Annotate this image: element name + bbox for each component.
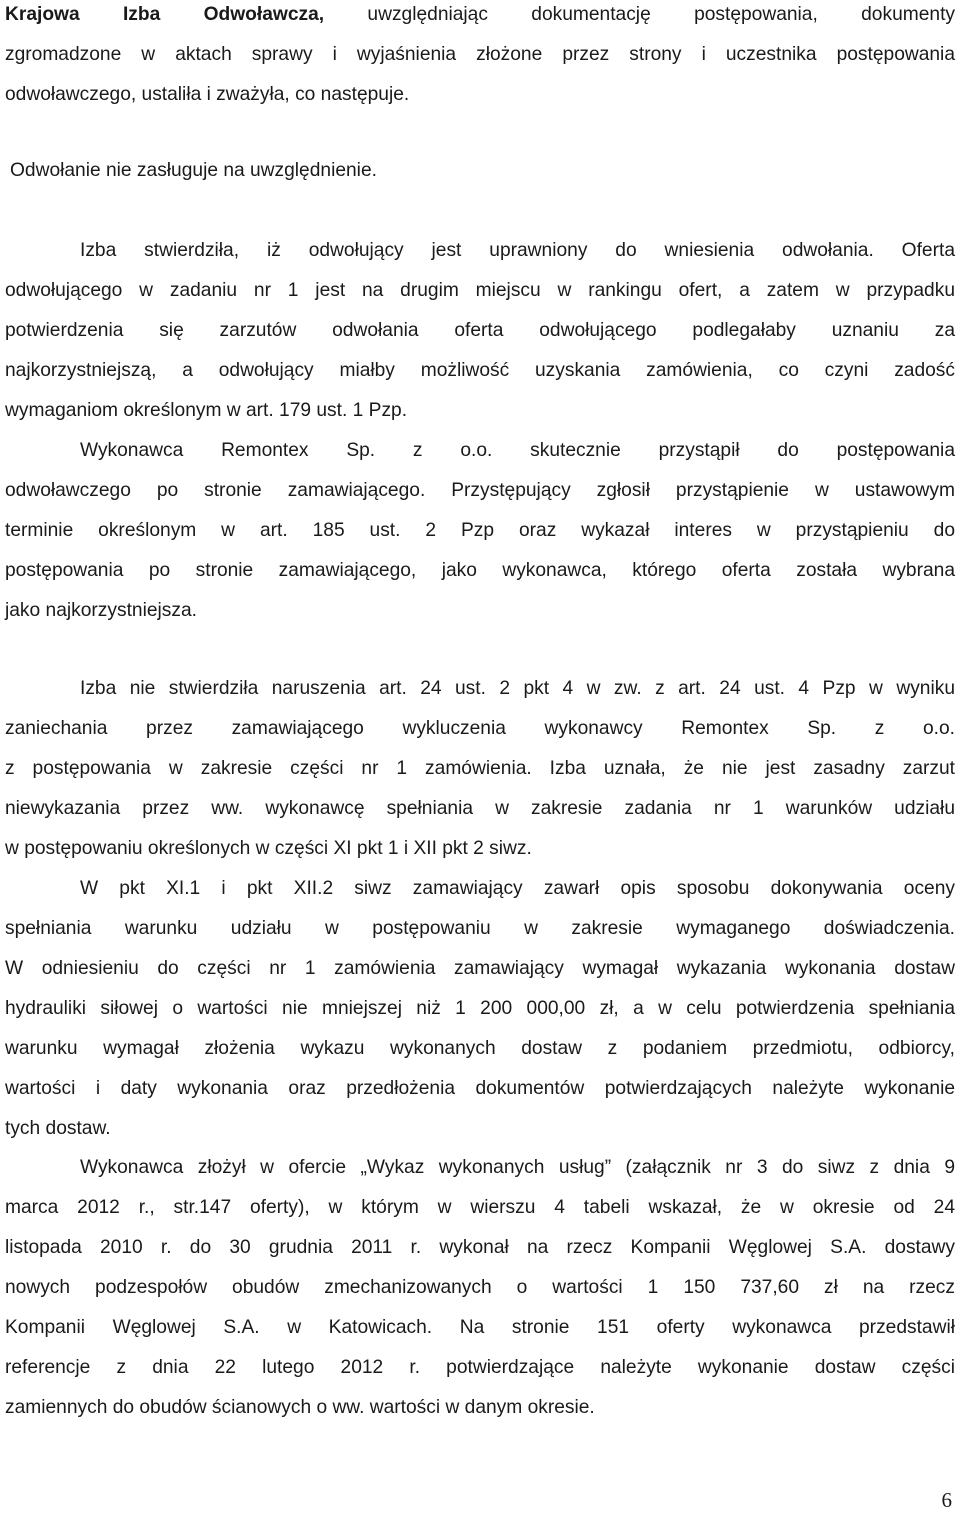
text-line: Wykonawca złożył w ofercie „Wykaz wykonanych usług” (załącznik nr 3 do siwz z dnia 9 <box>80 1157 955 1178</box>
text-line: zamiennych do obudów ścianowych o ww. wartości w danym okresie. <box>5 1397 595 1418</box>
text-line: odwoławczego po stronie zamawiającego. Przystępujący zgłosił przystąpienie w ustawowym <box>5 480 955 501</box>
text-line: zgromadzone w aktach sprawy i wyjaśnienia złożone przez strony i uczestnika postępowania <box>5 44 955 65</box>
text-line: Izba stwierdziła, iż odwołujący jest uprawniony do wniesienia odwołania. Oferta <box>80 240 955 261</box>
paragraph-verdict <box>5 158 955 198</box>
text-line: Kompanii Węglowej S.A. w Katowicach. Na stronie 151 oferty wykonawca przedstawił <box>5 1317 955 1338</box>
text-line: spełniania warunku udziału w postępowaniu w zakresie wymaganego doświadczenia. <box>5 918 955 939</box>
text-line: z postępowania w zakresie części nr 1 zamówienia. Izba uznała, że nie jest zasadny zarzut <box>5 758 955 779</box>
text-line: Odwołanie nie zasługuje na uwzględnienie. <box>10 160 377 181</box>
text-line: marca 2012 r., str.147 oferty), w którym w wierszu 4 tabeli wskazał, że w okresie od 24 <box>5 1197 955 1218</box>
text-line: odwołującego w zadaniu nr 1 jest na drugim miejscu w rankingu ofert, a zatem w przypadku <box>5 280 955 301</box>
text-line: hydrauliki siłowej o wartości nie mniejszej niż 1 200 000,00 zł, a w celu potwierdzenia spełniania <box>5 998 955 1019</box>
paragraph-intervener <box>5 438 955 638</box>
text-line: W odniesieniu do części nr 1 zamówienia zamawiający wymagał wykazania wykonania dostaw <box>5 958 955 979</box>
text-line: potwierdzenia się zarzutów odwołania oferta odwołującego podlegałaby uznaniu za <box>5 320 955 341</box>
paragraph-standing <box>5 238 955 438</box>
text-line: W pkt XI.1 i pkt XII.2 siwz zamawiający zawarł opis sposobu dokonywania oceny <box>80 878 955 899</box>
text-line: najkorzystniejszą, a odwołujący miałby możliwość uzyskania zamówienia, co czyni zadość <box>5 360 955 381</box>
text-line: postępowania po stronie zamawiającego, jako wykonawca, którego oferta została wybrana <box>5 560 955 581</box>
paragraph-no-violation <box>5 676 955 876</box>
text-line: wartości i daty wykonania oraz przedłożenia dokumentów potwierdzających należyte wykonanie <box>5 1078 955 1099</box>
paragraph-siwz-conditions <box>5 876 955 1156</box>
paragraph-findings-intro <box>5 2 955 122</box>
text-line: jako najkorzystniejsza. <box>5 600 197 621</box>
paragraph-contractor-offer <box>5 1155 955 1435</box>
text-line: odwoławczego, ustaliła i zważyła, co następuje. <box>5 84 410 105</box>
text-line: Krajowa Izba Odwoławcza, uwzględniając dokumentację postępowania, dokumenty <box>5 4 955 25</box>
text-line: zaniechania przez zamawiającego wykluczenia wykonawcy Remontex Sp. z o.o. <box>5 718 955 739</box>
text-line: Wykonawca Remontex Sp. z o.o. skutecznie przystąpił do postępowania <box>80 440 955 461</box>
text-line: referencje z dnia 22 lutego 2012 r. potwierdzające należyte wykonanie dostaw części <box>5 1357 955 1378</box>
court-name: Krajowa Izba Odwoławcza, <box>5 4 325 25</box>
text-line: niewykazania przez ww. wykonawcę spełniania w zakresie zadania nr 1 warunków udziału <box>5 798 955 819</box>
text-line: w postępowaniu określonych w części XI pkt 1 i XII pkt 2 siwz. <box>5 838 532 859</box>
text-line: nowych podzespołów obudów zmechanizowanych o wartości 1 150 737,60 zł na rzecz <box>5 1277 955 1298</box>
text-line: warunku wymagał złożenia wykazu wykonanych dostaw z podaniem przedmiotu, odbiorcy, <box>5 1038 955 1059</box>
text-line: Izba nie stwierdziła naruszenia art. 24 ust. 2 pkt 4 w zw. z art. 24 ust. 4 Pzp w wyniku <box>80 678 955 699</box>
page-number: 6 <box>941 1488 952 1512</box>
text-line: terminie określonym w art. 185 ust. 2 Pzp oraz wykazał interes w przystąpieniu do <box>5 520 955 541</box>
text-line: tych dostaw. <box>5 1118 111 1139</box>
text-line: wymaganiom określonym w art. 179 ust. 1 Pzp. <box>5 400 408 421</box>
text-line: listopada 2010 r. do 30 grudnia 2011 r. wykonał na rzecz Kompanii Węglowej S.A. dostawy <box>5 1237 955 1258</box>
